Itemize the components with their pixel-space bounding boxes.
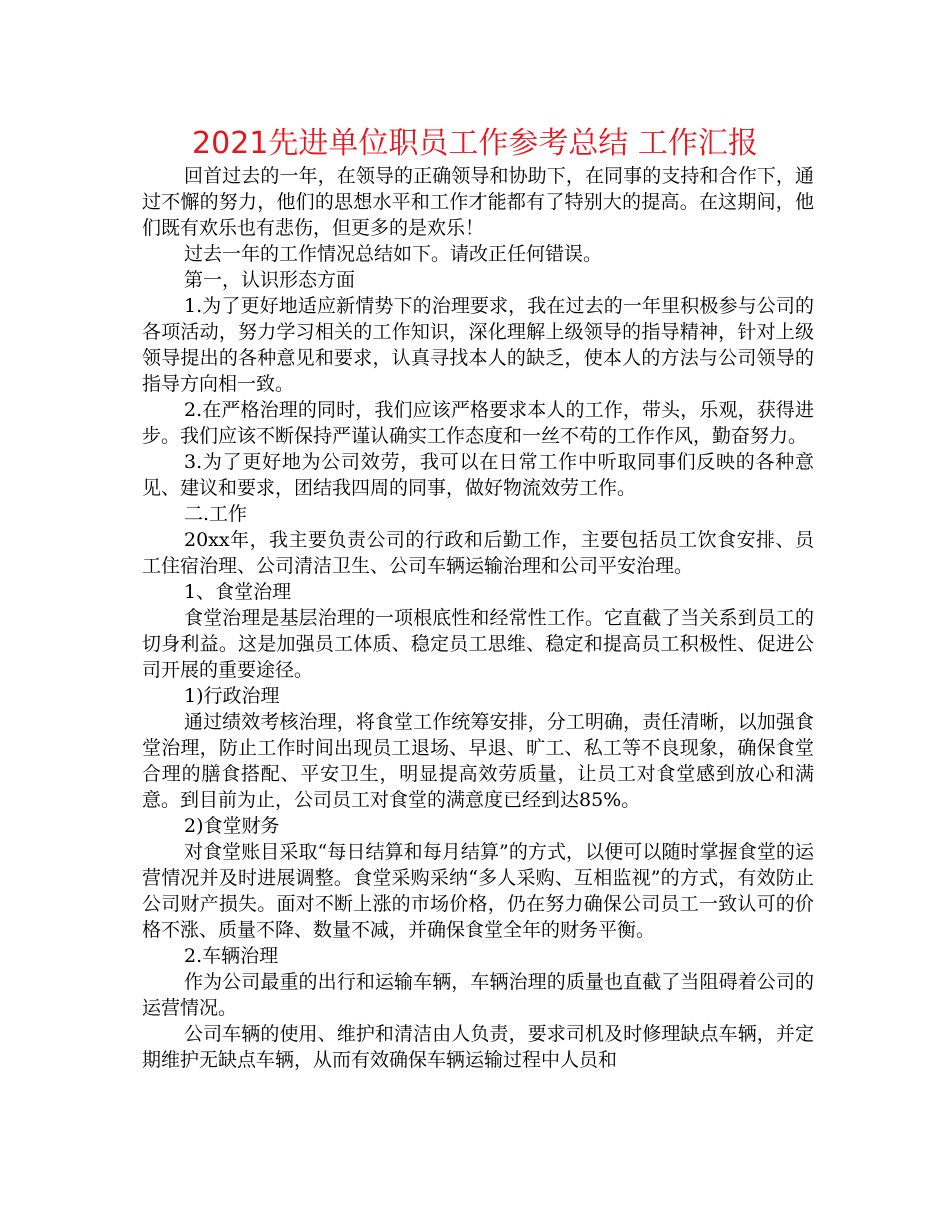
paragraph: 作为公司最重的出行和运输车辆，车辆治理的质量也直截了当阻碍着公司的运营情况。 bbox=[142, 971, 814, 1019]
paragraph: 对食堂账目采取“每日结算和每月结算”的方式，以便可以随时掌握食堂的运营情况并及时进展调整。食堂采购采纳“多人采购、互相监视”的方式，有效防止公司财产损失。面对不断上涨的市场价格，仍在努力确保公司员工一致认可的价格不涨、质量不降、数量不减，并确保食堂全年的财务平衡。 bbox=[142, 841, 814, 941]
paragraph: 2.在严格治理的同时，我们应该严格要求本人的工作，带头，乐观，获得进步。我们应该不断保持严谨认确实工作态度和一丝不苟的工作作风，勤奋努力。 bbox=[142, 399, 814, 447]
paragraph: 3.为了更好地为公司效劳，我可以在日常工作中听取同事们反映的各种意见、建议和要求，团结我四周的同事，做好物流效劳工作。 bbox=[142, 451, 814, 499]
paragraph: 回首过去的一年，在领导的正确领导和协助下，在同事的支持和合作下，通过不懈的努力，他们的思想水平和工作才能都有了特别大的提高。在这期间，他们既有欢乐也有悲伤，但更多的是欢乐！ bbox=[142, 165, 814, 239]
paragraph: 公司车辆的使用、维护和清洁由人负责，要求司机及时修理缺点车辆，并定期维护无缺点车辆，从而有效确保车辆运输过程中人员和 bbox=[142, 1023, 814, 1071]
subsection-heading: 2)食堂财务 bbox=[184, 815, 280, 837]
paragraph: 食堂治理是基层治理的一项根底性和经常性工作。它直截了当关系到员工的切身利益。这是加强员工体质、稳定员工思维、稳定和提高员工积极性、促进公司开展的重要途径。 bbox=[142, 607, 814, 681]
subsection-heading: 2.车辆治理 bbox=[184, 945, 279, 967]
paragraph: 20xx年，我主要负责公司的行政和后勤工作，主要包括员工饮食安排、员工住宿治理、公司清洁卫生、公司车辆运输治理和公司平安治理。 bbox=[142, 529, 814, 577]
subsection-heading: 1)行政治理 bbox=[184, 685, 280, 707]
document-title: 2021先进单位职员工作参考总结 工作汇报 bbox=[192, 126, 758, 161]
paragraph: 过去一年的工作情况总结如下。请改正任何错误。 bbox=[184, 243, 603, 265]
paragraph: 1.为了更好地适应新情势下的治理要求，我在过去的一年里积极参与公司的各项活动，努力学习相关的工作知识，深化理解上级领导的指导精神，针对上级领导提出的各种意见和要求，认真寻找本人的缺乏，使本人的方法与公司领导的指导方向相一致。 bbox=[142, 295, 814, 395]
document-body bbox=[142, 163, 814, 1073]
paragraph: 通过绩效考核治理，将食堂工作统筹安排，分工明确，责任清晰，以加强食堂治理，防止工作时间出现员工退场、早退、旷工、私工等不良现象，确保食堂合理的膳食搭配、平安卫生，明显提高效劳质量，让员工对食堂感到放心和满意。到目前为止，公司员工对食堂的满意度已经到达85%。 bbox=[142, 711, 814, 811]
section-heading: 二.工作 bbox=[184, 503, 248, 525]
subsection-heading: 1、食堂治理 bbox=[184, 581, 292, 603]
section-heading: 第一，认识形态方面 bbox=[184, 269, 356, 291]
